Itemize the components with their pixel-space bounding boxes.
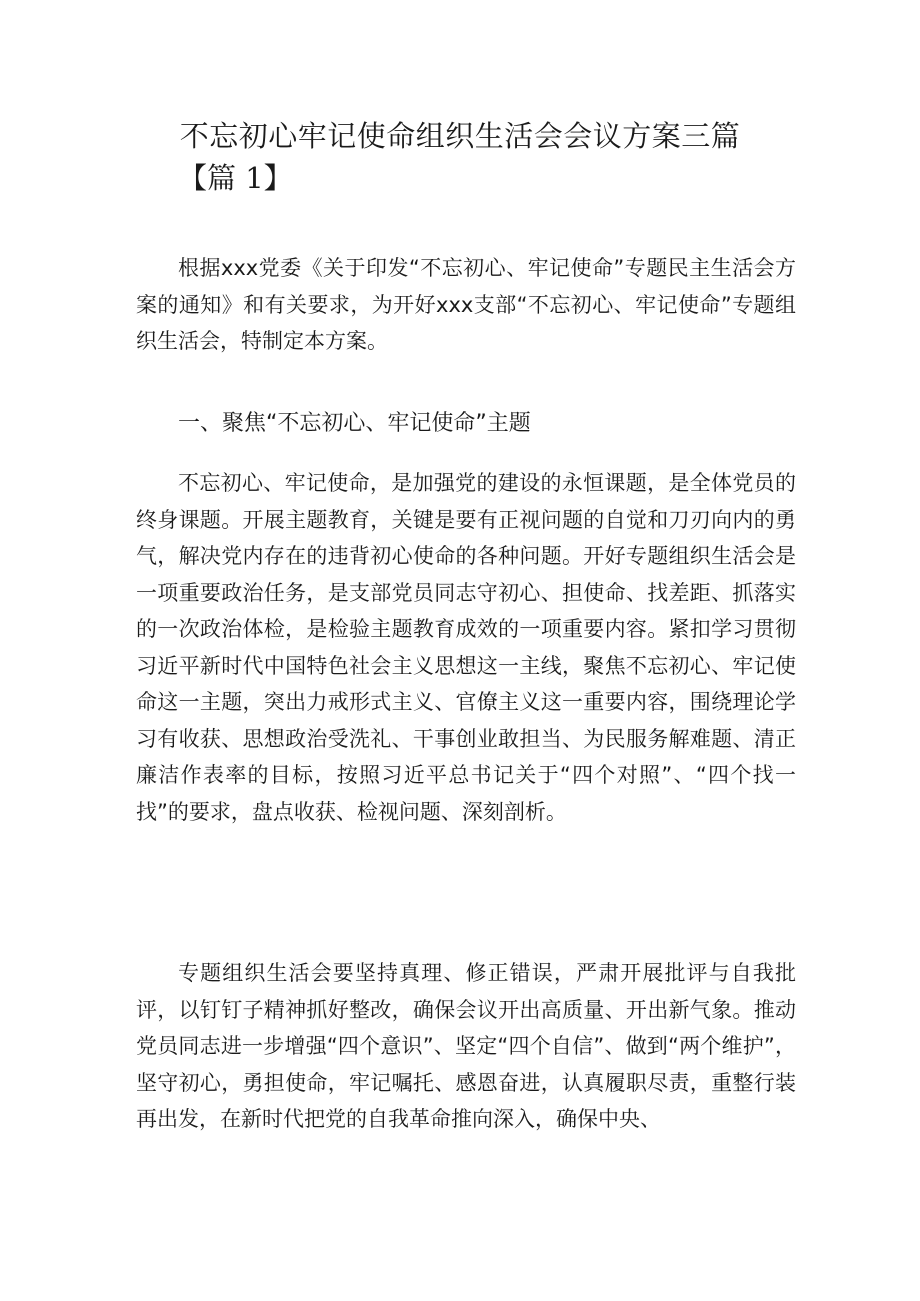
paragraph-intro: 根据xxx党委《关于印发“不忘初心、牢记使命”专题民主生活会方案的通知》和有关要求，为开好xxx支部“不忘初心、牢记使命”专题组织生活会，特制定本方案。: [136, 256, 796, 353]
paragraph-theme: 不忘初心、牢记使命，是加强党的建设的永恒课题，是全体党员的终身课题。开展主题教育，关键是要有正视问题的自觉和刀刃向内的勇气，解决党内存在的违背初心使命的各种问题。开好专题组织生活会是一项重要政治任务，是支部党员同志守初心、担使命、找差距、抓落实的一次政治体检，是检验主题教育成效的一项重要内容。紧扣学习贯彻习近平新时代中国特色社会主义思想这一主线，聚焦不忘初心、牢记使命这一主题，突出力戒形式主义、官僚主义这一重要内容，围绕理论学习有收获、思想政治受洗礼、干事创业敢担当、为民服务解难题、清正廉洁作表率的目标，按照习近平总书记关于“四个对照”、“四个找一找”的要求，盘点收获、检视问题、深刻剖析。: [136, 471, 796, 824]
section-label: 【篇 1】: [178, 161, 293, 195]
heading-section-one: 一、聚焦“不忘初心、牢记使命”主题: [178, 411, 531, 436]
paragraph-requirements: 专题组织生活会要坚持真理、修正错误，严肃开展批评与自我批评，以钉钉子精神抓好整改，确保会议开出高质量、开出新气象。推动党员同志进一步增强“四个意识”、坚定“四个自信”、做到“两个维护”，坚守初心，勇担使命，牢记嘱托、感恩奋进，认真履职尽责，重整行装再出发，在新时代把党的自我革命推向深入，确保中央、: [136, 961, 796, 1131]
document-title: 不忘初心牢记使命组织生活会会议方案三篇: [179, 119, 741, 153]
